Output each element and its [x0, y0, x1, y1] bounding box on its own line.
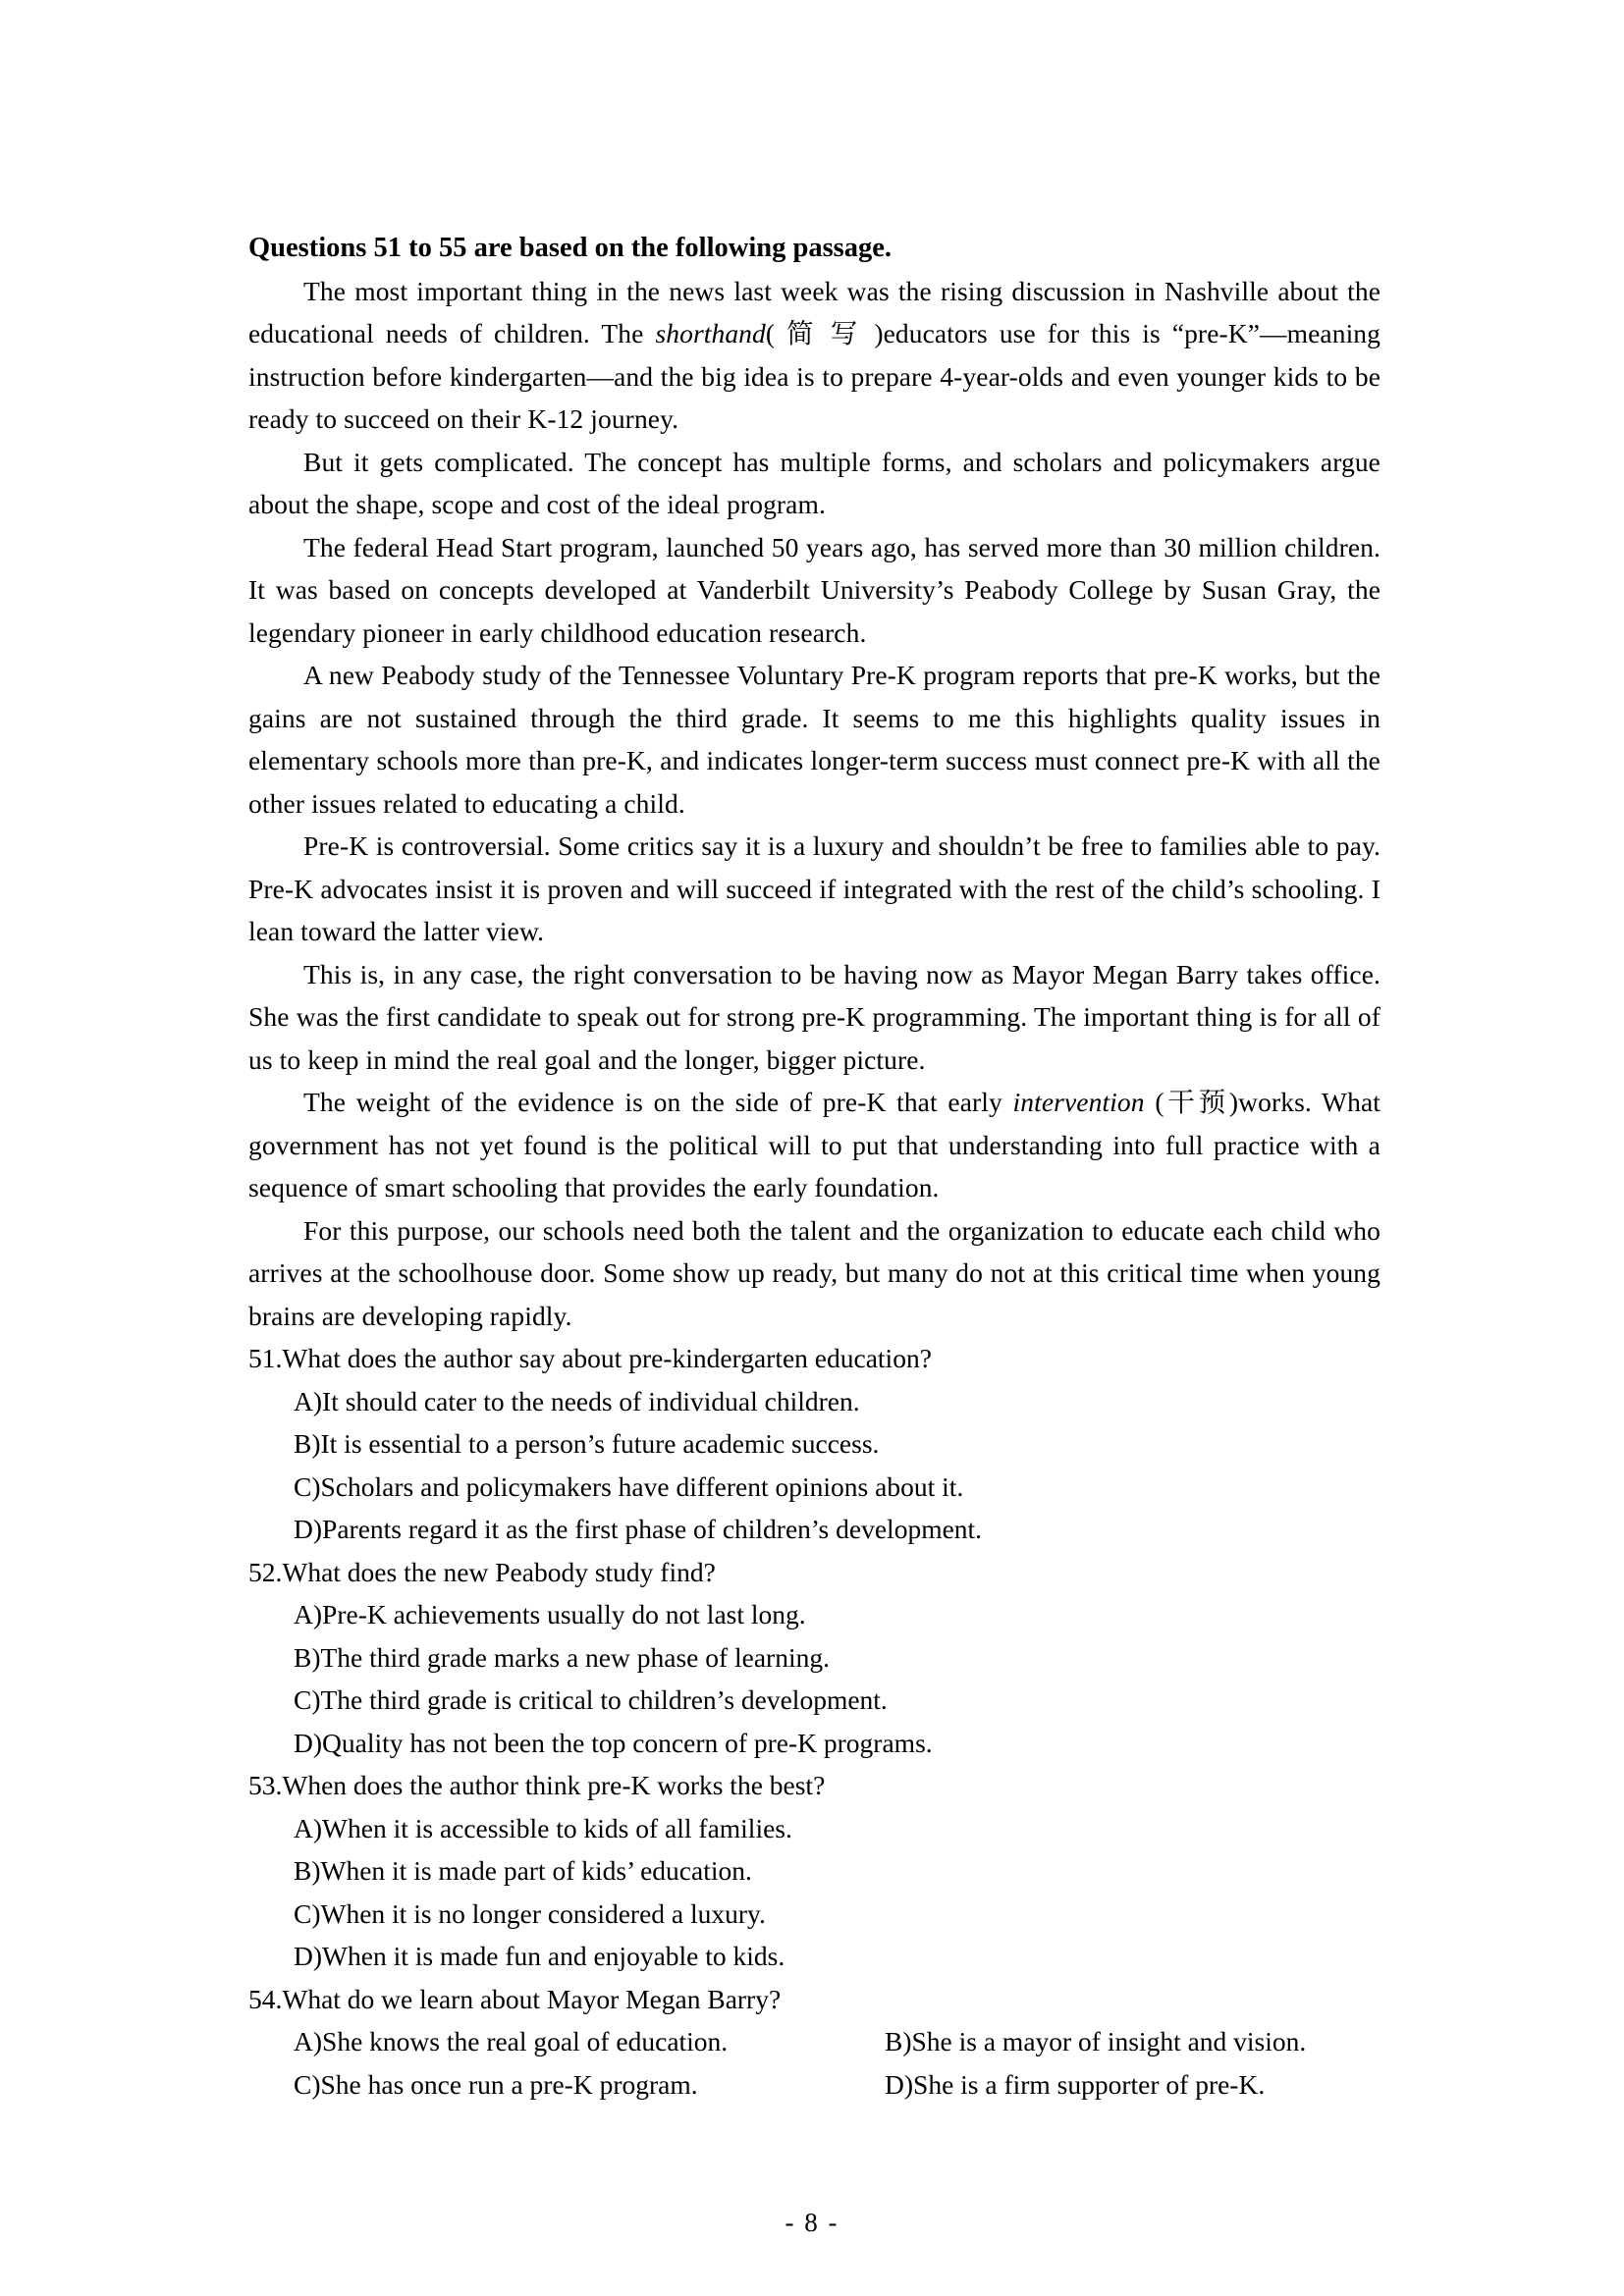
question-number: 51. — [248, 1343, 283, 1373]
option-text: When it is accessible to kids of all families. — [322, 1812, 792, 1843]
option — [294, 1380, 1380, 1423]
question-block — [248, 1764, 1380, 1978]
question-number: 53. — [248, 1770, 283, 1800]
passage-text: But it gets complicated. The concept has multiple forms, and scholars and policymakers argue about the shape, scope and cost of the ideal program. — [248, 446, 1380, 519]
passage-text: A new Peabody study of the Tennessee Voluntary Pre-K program reports that pre-K works, but the gains are not sustained through the third grade. It seems to me this highlights quality issues in elementary schools more than pre-K, and indicates longer-term success must connect pre-K with all the other issues related to educating a child. — [248, 660, 1380, 819]
passage-text: The federal Head Start program, launched 50 years ago, has served more than 30 million children. It was based on concepts developed at Vanderbilt University’s Peabody College by Susan Gray, the legendary pioneer in early childhood education research. — [248, 531, 1380, 648]
question-text — [248, 1551, 1380, 1594]
option-label: B) — [294, 1428, 321, 1459]
option-label: C) — [294, 1470, 321, 1502]
option-label: A) — [294, 1385, 323, 1416]
passage-heading: Questions 51 to 55 are based on the following passage. — [248, 233, 893, 263]
passage-text: Pre-K is controversial. Some critics say it is a luxury and shouldn’t be free to families able to pay. Pre-K advocates insist it is proven and will succeed if integrated with the rest of the child’s schooling. I lean toward the latter view. — [248, 830, 1380, 946]
question-text — [248, 1337, 1380, 1380]
option-label: B) — [294, 1641, 321, 1673]
page-content — [248, 227, 1380, 2106]
options-list — [294, 2020, 1380, 2106]
passage-text: For this purpose, our schools need both the talent and the organization to educate each child who arrives at the schoolhouse door. Some show up ready, but many do not at this critical time when young brains are developing rapidly. — [248, 1214, 1380, 1331]
option-label: A) — [294, 2026, 323, 2056]
passage-paragraph — [248, 1081, 1380, 1209]
option-text: When it is made fun and enjoyable to kids. — [322, 1941, 785, 1971]
option-text: Parents regard it as the first phase of children’s development. — [322, 1514, 983, 1544]
option — [294, 1636, 1380, 1680]
option-label: D) — [294, 1727, 323, 1758]
option-label: B) — [885, 2026, 912, 2056]
options-list — [294, 1807, 1380, 1978]
option-label: B) — [294, 1855, 321, 1886]
option-label: D) — [885, 2068, 914, 2100]
passage — [248, 270, 1380, 1338]
option-text: It is essential to a person’s future academic success. — [320, 1428, 880, 1459]
option-text: She knows the real goal of education. — [322, 2026, 729, 2056]
option — [294, 1722, 1380, 1765]
questions-section — [248, 1337, 1380, 2106]
option-text: She is a firm supporter of pre-K. — [913, 2068, 1266, 2100]
passage-paragraph — [248, 654, 1380, 825]
option — [294, 2020, 885, 2063]
passage-text: This is, in any case, the right conversation to be having now as Mayor Megan Barry takes office. She was the first candidate to speak out for strong pre-K programming. The important thing is for all of us to keep in mind the real goal and the longer, bigger picture. — [248, 958, 1380, 1075]
question-stem: What does the author say about pre-kindergarten education? — [282, 1343, 932, 1373]
option-label: C) — [294, 2068, 321, 2100]
passage-text: ( 简 写 )educators use for this is “pre-K”—meaning instruction before kindergarten—and the big idea is to prepare 4-year-olds and even younger kids to be ready to succeed on their K-12 journey. — [248, 318, 1381, 434]
option-text: The third grade marks a new phase of learning. — [320, 1641, 830, 1673]
option — [294, 1679, 1380, 1722]
question-stem: What do we learn about Mayor Megan Barry? — [282, 1983, 782, 2014]
italic-term: shorthand — [655, 318, 766, 348]
question-number: 54. — [248, 1983, 283, 2014]
options-list — [294, 1593, 1380, 1764]
question-block — [248, 1337, 1380, 1551]
option-text: When it is made part of kids’ education. — [320, 1855, 752, 1886]
option — [294, 1849, 1380, 1893]
option-label: D) — [294, 1514, 323, 1544]
option — [294, 1935, 1380, 1978]
option-label: C) — [294, 1897, 321, 1929]
option — [294, 1508, 1380, 1551]
passage-text: The weight of the evidence is on the side of pre-K that early — [303, 1087, 1013, 1117]
option — [294, 2063, 885, 2107]
question-stem: When does the author think pre-K works the best? — [282, 1770, 826, 1800]
question-stem: What does the new Peabody study find? — [282, 1556, 716, 1587]
question-block — [248, 1978, 1380, 2107]
page-number: - 8 - — [785, 2208, 839, 2237]
passage-paragraph — [248, 441, 1380, 526]
option — [294, 1422, 1380, 1466]
passage-paragraph — [248, 526, 1380, 655]
option — [294, 1593, 1380, 1636]
option-text: The third grade is critical to children’s development. — [320, 1684, 888, 1715]
option-text: Scholars and policymakers have different opinions about it. — [320, 1470, 964, 1502]
option-label: A) — [294, 1812, 323, 1843]
option-text: When it is no longer considered a luxury. — [320, 1897, 766, 1929]
option-text: Quality has not been the top concern of pre-K programs. — [322, 1727, 933, 1758]
options-list — [294, 1380, 1380, 1551]
option — [294, 1807, 1380, 1850]
passage-text: (干预)works. What government has not yet found is the political will to put that understanding into full practice with a sequence of smart schooling that provides the early foundation. — [248, 1087, 1380, 1202]
passage-paragraph — [248, 953, 1380, 1082]
passage-paragraph — [248, 270, 1380, 441]
option — [294, 1893, 1380, 1936]
question-text — [248, 1978, 1380, 2021]
question-block — [248, 1551, 1380, 1765]
option-label: D) — [294, 1941, 323, 1971]
option — [885, 2063, 1380, 2107]
option-label: A) — [294, 1599, 323, 1629]
option-text: It should cater to the needs of individual children. — [322, 1385, 860, 1416]
option — [294, 1466, 1380, 1509]
passage-text: The most important thing in the news last week was the rising discussion in Nashville about the educational needs of children. The — [248, 275, 1380, 348]
option-text: She is a mayor of insight and vision. — [911, 2026, 1307, 2056]
italic-term: intervention — [1012, 1087, 1145, 1117]
option-text: She has once run a pre-K program. — [320, 2068, 698, 2100]
option — [885, 2020, 1380, 2063]
passage-paragraph — [248, 825, 1380, 953]
option-label: C) — [294, 1684, 321, 1715]
option-text: Pre-K achievements usually do not last long. — [322, 1599, 806, 1629]
passage-paragraph — [248, 1209, 1380, 1338]
question-number: 52. — [248, 1556, 283, 1587]
question-text — [248, 1764, 1380, 1807]
